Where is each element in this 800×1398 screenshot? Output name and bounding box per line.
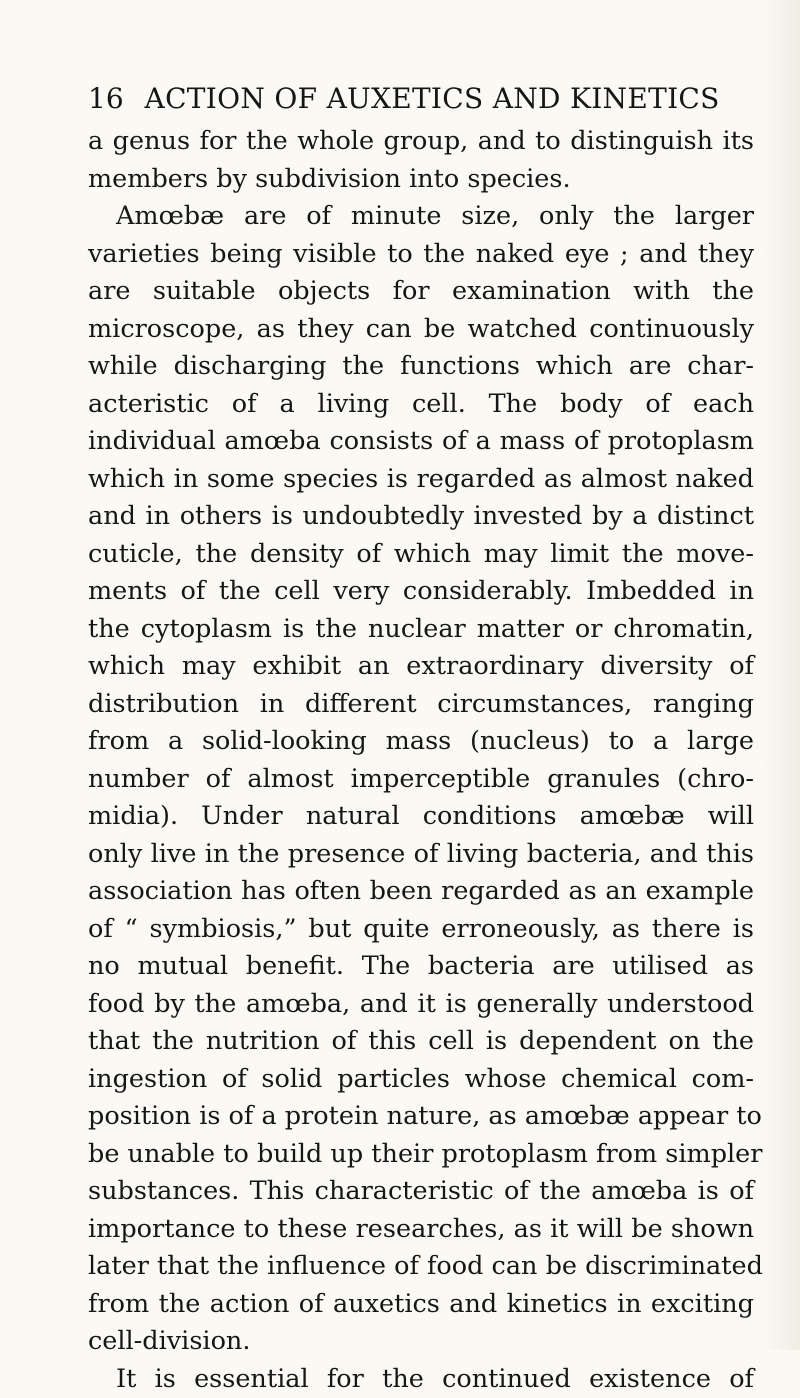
text-line-1: a genus for the whole group, and to distinguish its (88, 123, 754, 161)
text-line-18: number of almost imperceptible granules (chro- (88, 761, 754, 799)
text-line-8: acteristic of a living cell. The body of each (88, 386, 754, 424)
text-line-14: the cytoplasm is the nuclear matter or chromatin, (88, 611, 754, 649)
running-title: ACTION OF AUXETICS AND KINETICS (145, 82, 720, 116)
text-line-28: be unable to build up their protoplasm from simpler (88, 1136, 754, 1174)
text-line-25: that the nutrition of this cell is dependent on the (88, 1023, 754, 1061)
text-line-34: It is essential for the continued existence of (88, 1361, 754, 1398)
text-line-4: varieties being visible to the naked eye ; and they (88, 236, 754, 274)
text-line-19: midia). Under natural conditions amœbæ will (88, 798, 754, 836)
text-line-9: individual amœba consists of a mass of protoplasm (88, 423, 754, 461)
text-line-29: substances. This characteristic of the amœba is of (88, 1173, 754, 1211)
running-head (88, 82, 728, 116)
text-line-31: later that the influence of food can be discriminated (88, 1248, 754, 1286)
text-line-26: ingestion of solid particles whose chemical com- (88, 1061, 754, 1099)
text-line-23: no mutual benefit. The bacteria are utilised as (88, 948, 754, 986)
text-line-7: while discharging the functions which are char- (88, 348, 754, 386)
page-number: 16 (88, 82, 124, 116)
body-text (88, 123, 754, 1398)
text-line-24: food by the amœba, and it is generally understood (88, 986, 754, 1024)
text-line-15: which may exhibit an extraordinary diversity of (88, 648, 754, 686)
text-line-11: and in others is undoubtedly invested by a distinct (88, 498, 754, 536)
text-line-5: are suitable objects for examination with the (88, 273, 754, 311)
text-line-10: which in some species is regarded as almost naked (88, 461, 754, 499)
text-line-22: of “ symbiosis,” but quite erroneously, as there is (88, 911, 754, 949)
text-line-20: only live in the presence of living bacteria, and this (88, 836, 754, 874)
text-line-17: from a solid-looking mass (nucleus) to a large (88, 723, 754, 761)
text-line-21: association has often been regarded as an example (88, 873, 754, 911)
text-line-32: from the action of auxetics and kinetics in exciting (88, 1286, 754, 1324)
text-line-2: members by subdivision into species. (88, 161, 754, 199)
text-line-6: microscope, as they can be watched continuously (88, 311, 754, 349)
text-line-27: position is of a protein nature, as amœbæ appear to (88, 1098, 754, 1136)
text-line-33: cell-division. (88, 1323, 754, 1361)
text-line-13: ments of the cell very considerably. Imbedded in (88, 573, 754, 611)
text-line-3: Amœbæ are of minute size, only the larger (88, 198, 754, 236)
text-line-12: cuticle, the density of which may limit the move- (88, 536, 754, 574)
text-line-16: distribution in different circumstances, ranging (88, 686, 754, 724)
text-line-30: importance to these researches, as it will be shown (88, 1211, 754, 1249)
